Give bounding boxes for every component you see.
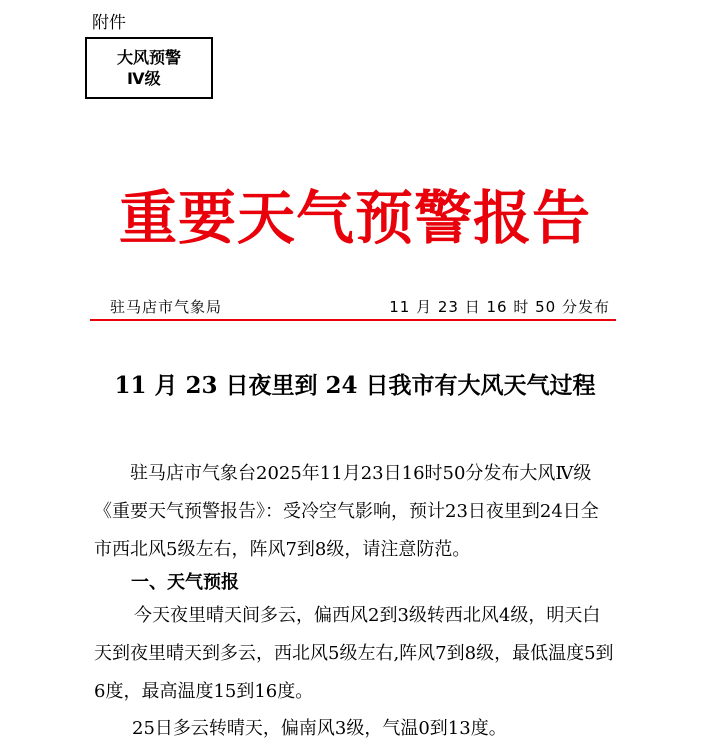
warning-type: 大风预警 xyxy=(116,48,181,67)
warning-level: Ⅳ级 xyxy=(127,69,161,88)
intro-paragraph: 驻马店市气象台2025年11月23日16时50分发布大风Ⅳ级《重要天气预警报告》：受冷空气影响，预计23日夜里到24日全市西北风5级左右，阵风7到8级，请注意防范。 xyxy=(94,463,599,560)
forecast-today-paragraph: 今天夜里晴天间多云，偏西风2到3级转西北风4级，明天白天到夜里晴天到多云，西北风5级左右,阵风7到8级，最低温度5到6度，最高温度15到16度。 xyxy=(94,605,614,702)
issuer-row xyxy=(90,296,616,318)
warning-level-box xyxy=(85,37,213,99)
issue-time: 11 月 23 日 16 时 50 分发布 xyxy=(389,298,610,316)
red-divider xyxy=(90,319,616,321)
forecast-25-paragraph: 25日多云转晴天，偏南风3级，气温0到13度。 xyxy=(132,718,507,739)
issuer-name: 驻马店市气象局 xyxy=(110,298,223,316)
section-heading-forecast: 一、天气预报 xyxy=(131,572,239,593)
attachment-label: 附件 xyxy=(92,13,126,33)
report-title: 重要天气预警报告 xyxy=(118,184,591,252)
report-subtitle: 11 月 23 日夜里到 24 日我市有大风天气过程 xyxy=(114,372,596,399)
